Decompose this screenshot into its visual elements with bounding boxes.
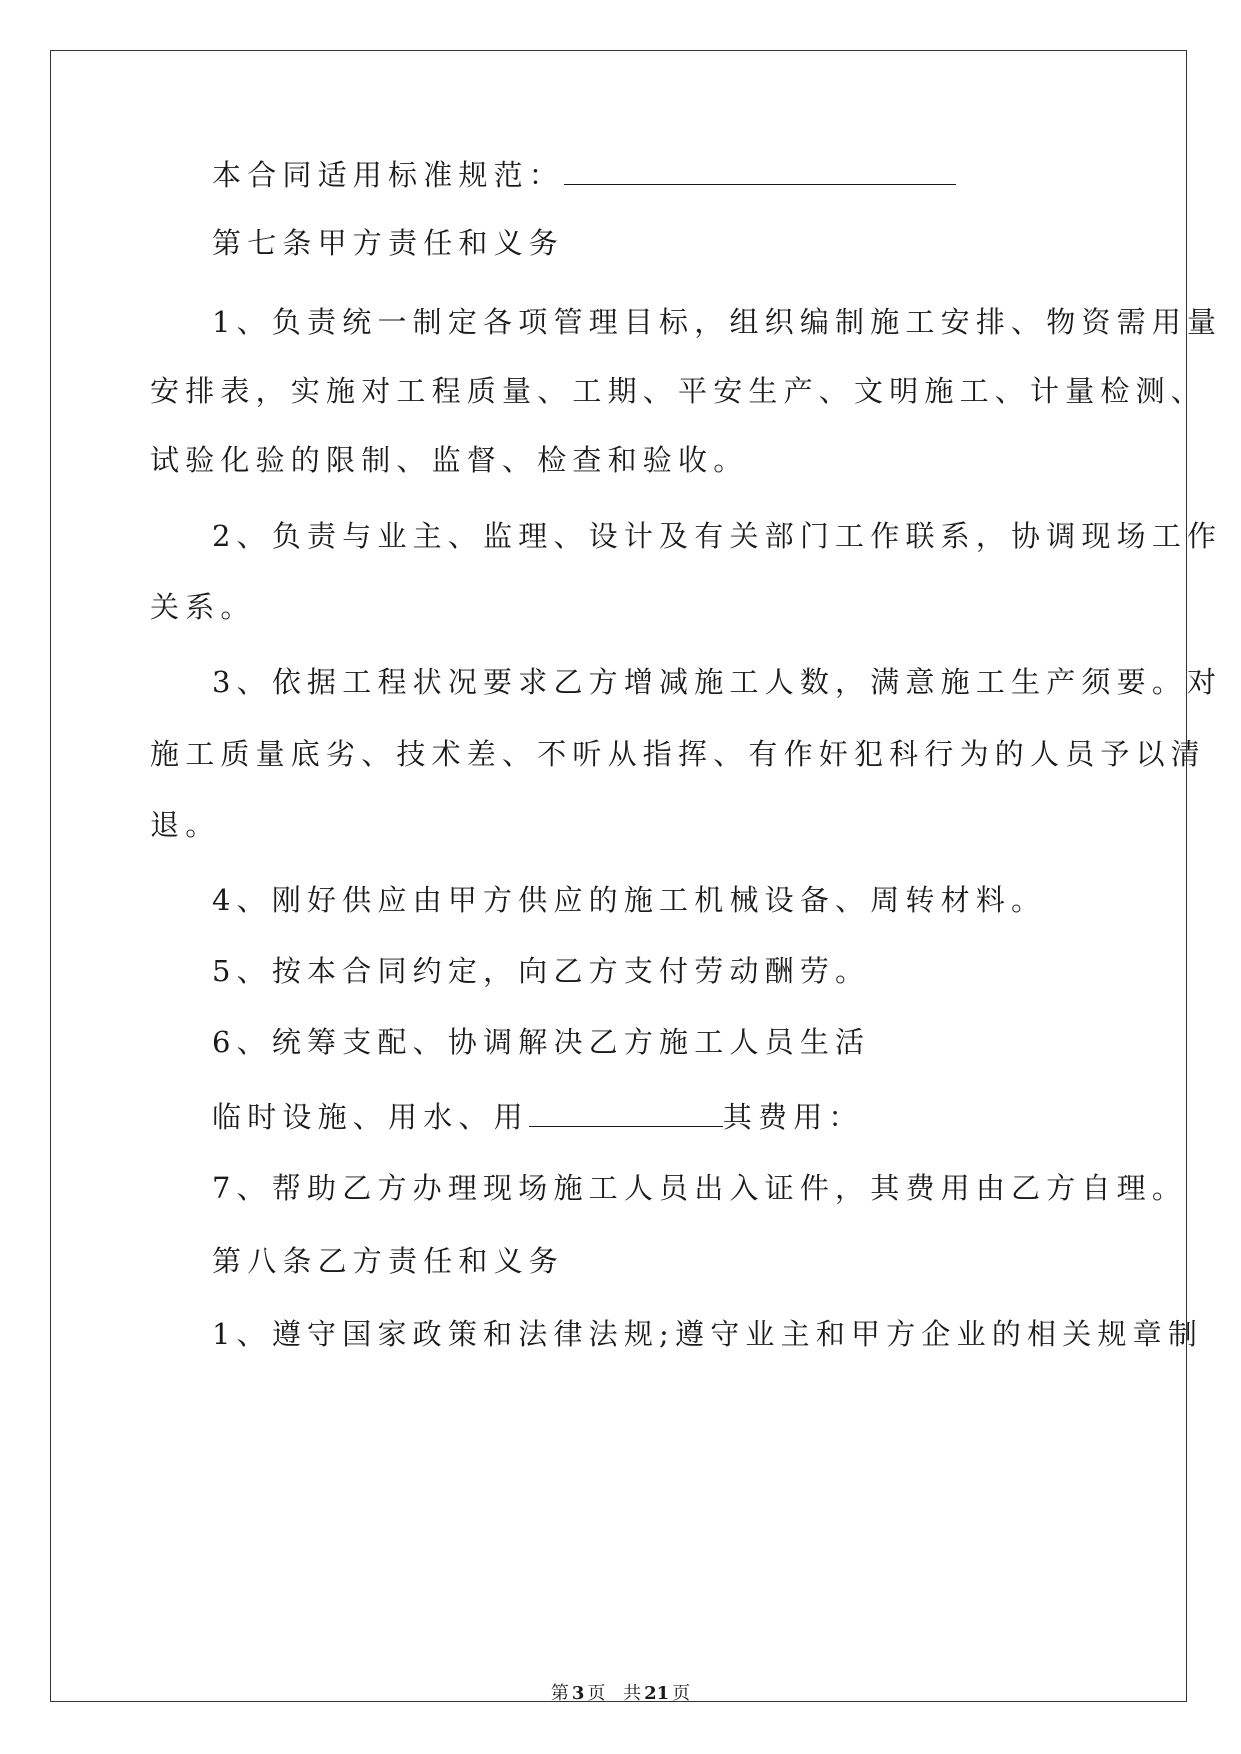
paragraph-line: 关系。 (150, 590, 256, 624)
total-prefix: 共 (623, 1683, 642, 1704)
paragraph-line: 6、统筹支配、协调解决乙方施工人员生活 (212, 1025, 871, 1059)
total-indicator (620, 1683, 693, 1704)
standard-spec-label: 本合同适用标准规范： (212, 158, 565, 192)
article-7-heading: 第七条甲方责任和义务 (212, 226, 565, 260)
paragraph-line: 2、负责与业主、监理、设计及有关部门工作联系，协调现场工作 (212, 519, 1223, 553)
paragraph-line: 试验化验的限制、监督、检查和验收。 (150, 443, 749, 477)
paragraph-line: 1、负责统一制定各项管理目标，组织编制施工安排、物资需用量 (212, 305, 1223, 339)
fee-label: 其费用： (722, 1100, 864, 1134)
temporary-facilities-line (212, 1096, 1152, 1137)
paragraph-line: 4、刚好供应由甲方供应的施工机械设备、周转材料。 (212, 883, 1047, 917)
paragraph-line: 施工质量底劣、技术差、不听从指挥、有作奸犯科行为的人员予以清 (150, 737, 1207, 771)
page-footer (0, 1682, 1241, 1706)
article-8-heading: 第八条乙方责任和义务 (212, 1244, 565, 1278)
page-number: 3 (571, 1683, 585, 1704)
paragraph-line: 5、按本合同约定，向乙方支付劳动酬劳。 (212, 954, 871, 988)
paragraph-line: 7、帮助乙方办理现场施工人员出入证件，其费用由乙方自理。 (212, 1171, 1188, 1205)
paragraph-line: 退。 (150, 808, 221, 842)
standard-spec-line (212, 154, 1152, 195)
fee-blank (529, 1096, 723, 1127)
page-indicator (548, 1683, 609, 1704)
temporary-facilities-label: 临时设施、用水、用 (212, 1100, 529, 1134)
standard-spec-blank (564, 154, 956, 185)
total-suffix: 页 (672, 1683, 691, 1704)
page-prefix: 第 (550, 1683, 569, 1704)
total-pages: 21 (644, 1683, 670, 1704)
paragraph-line: 1、遵守国家政策和法律法规;遵守业主和甲方企业的相关规章制 (212, 1317, 1204, 1351)
paragraph-line: 3、依据工程状况要求乙方增减施工人数，满意施工生产须要。对 (212, 665, 1223, 699)
page-suffix: 页 (587, 1683, 606, 1704)
page-border (50, 50, 1223, 1702)
paragraph-line: 安排表，实施对工程质量、工期、平安生产、文明施工、计量检测、 (150, 374, 1207, 408)
